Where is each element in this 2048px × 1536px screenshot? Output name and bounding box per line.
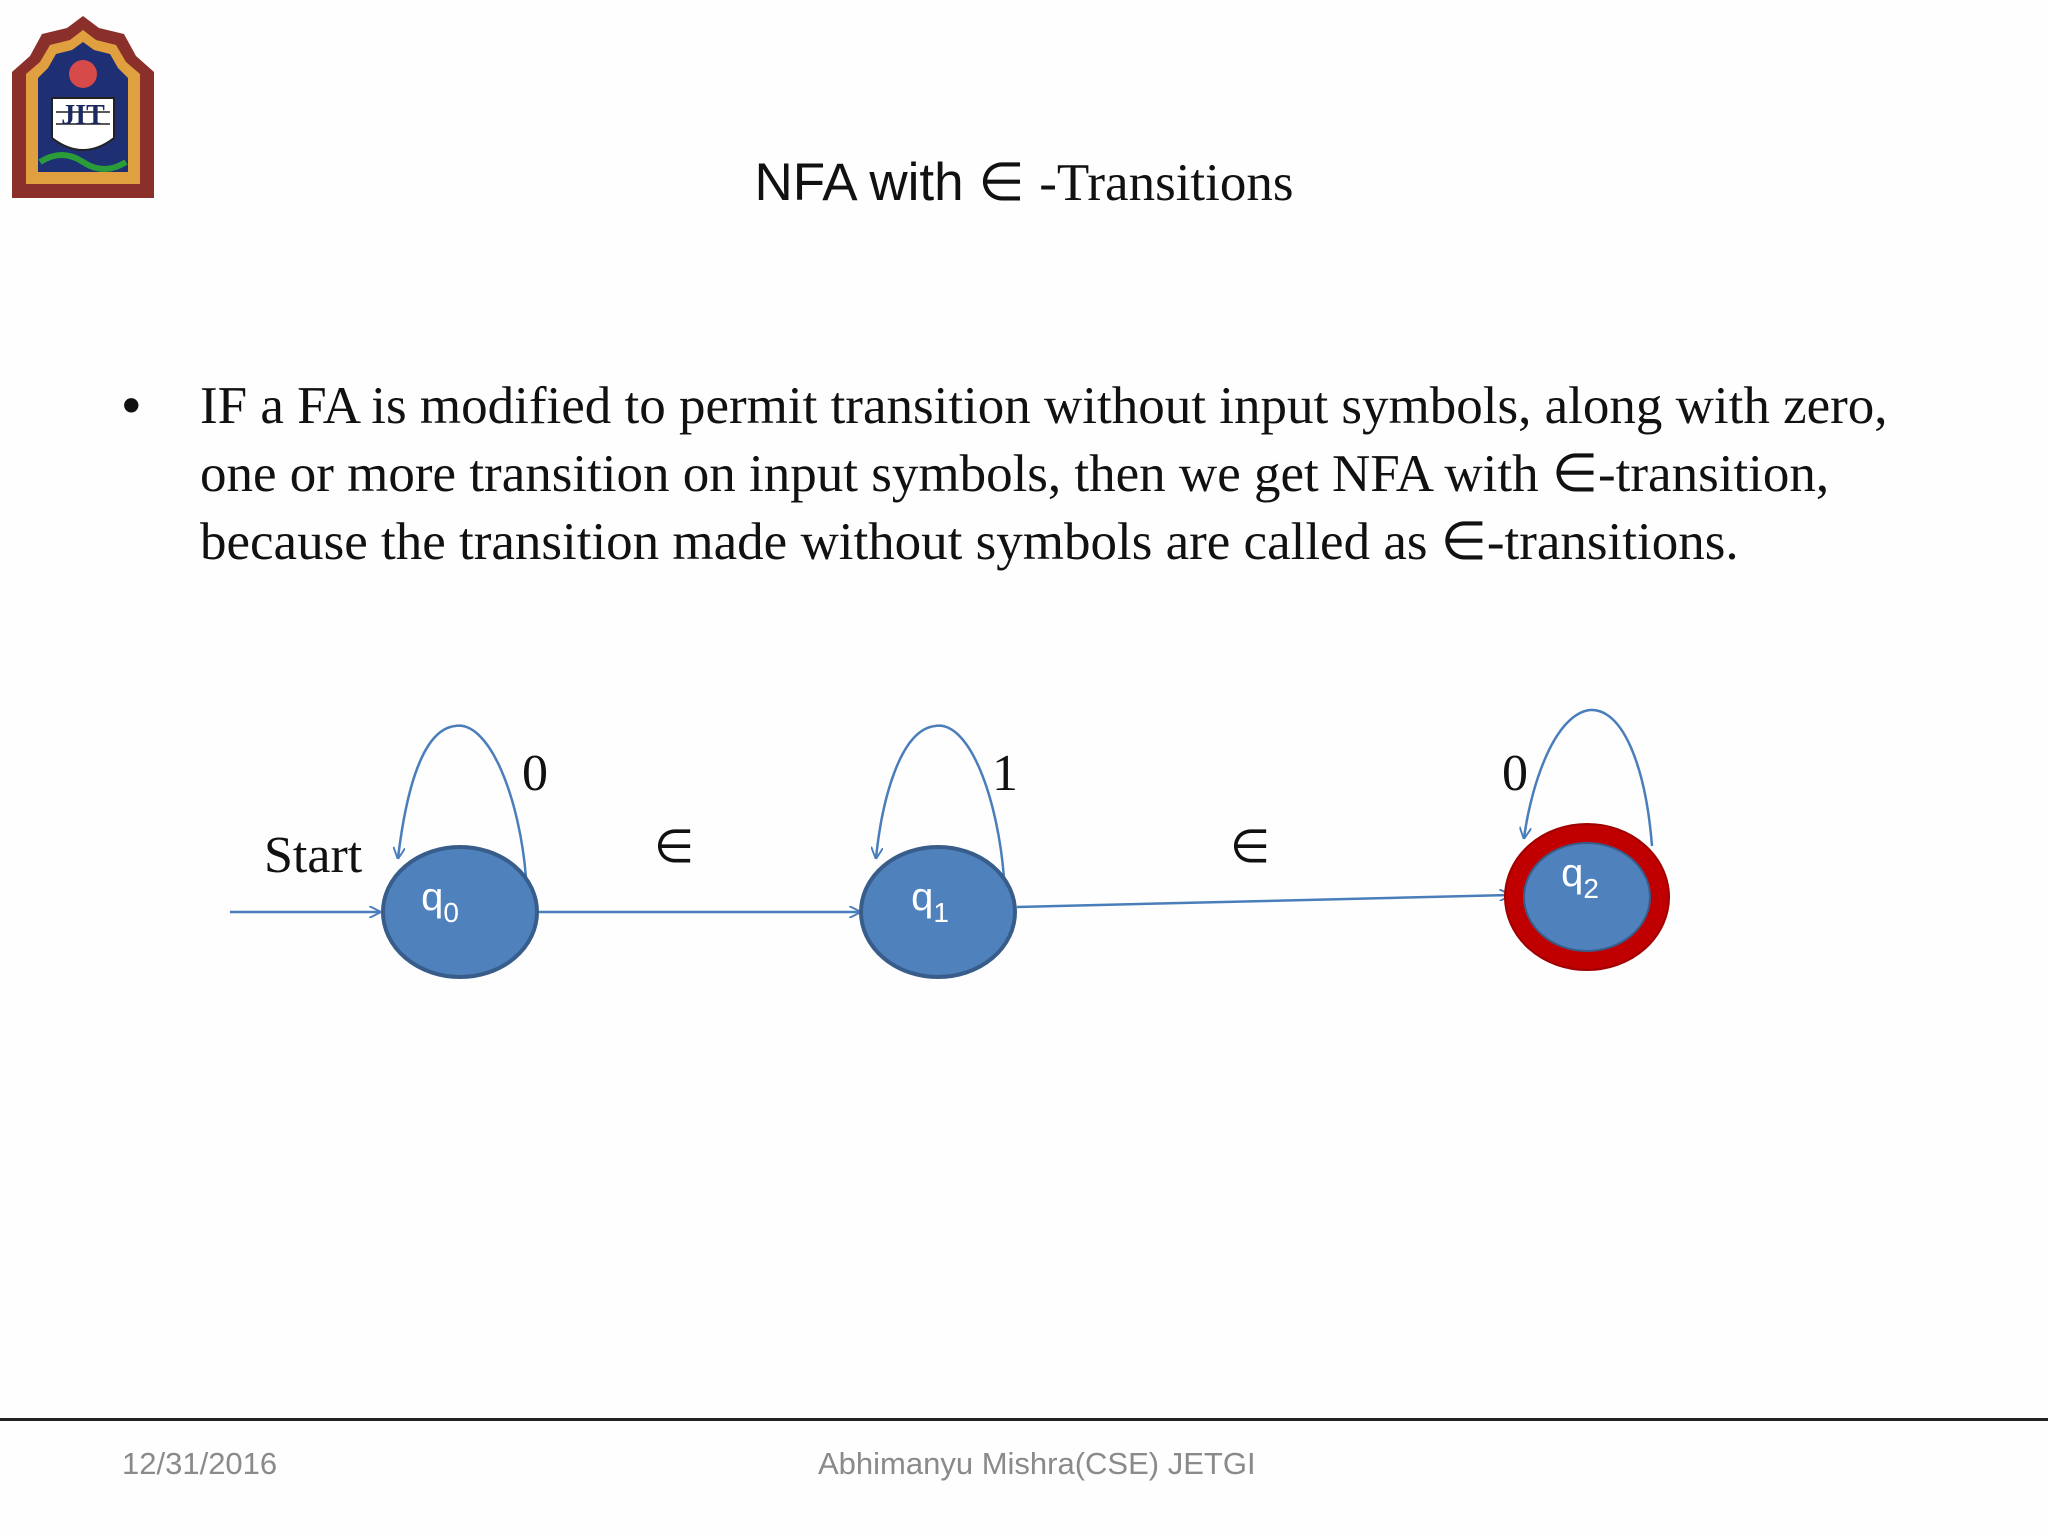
logo-text: JIT — [61, 100, 105, 131]
footer-date: 12/31/2016 — [122, 1446, 278, 1481]
self-loop-label-q1: 1 — [992, 745, 1018, 802]
state-name-q1: q — [911, 875, 934, 919]
state-subscript-q1: 1 — [933, 897, 949, 928]
footer-author: Abhimanyu Mishra(CSE) JETGI — [818, 1446, 1256, 1481]
nfa-diagram — [0, 690, 2048, 1020]
slide-title-serif: -Transitions — [1039, 154, 1294, 212]
state-name-q2: q — [1561, 851, 1584, 895]
self-loop-label-q2: 0 — [1502, 745, 1528, 802]
bullet-item — [118, 372, 1948, 576]
state-subscript-q2: 2 — [1583, 873, 1599, 904]
self-loop-label-q0: 0 — [522, 745, 548, 802]
state-subscript-q0: 0 — [443, 897, 459, 928]
bullet-list — [118, 372, 1948, 576]
state-name-q0: q — [421, 875, 444, 919]
transition-label-q1-q2: ∈ — [1229, 819, 1271, 873]
transition-label-q0-q1: ∈ — [653, 819, 695, 873]
transition-q1-q2 — [1017, 895, 1510, 907]
footer-divider — [0, 1418, 2048, 1421]
bullet-dot-icon: • — [122, 376, 141, 435]
slide-title-sans: NFA with ∈ — [754, 153, 1040, 212]
bullet-text: IF a FA is modified to permit transition without input symbols, along with zero, one or more transition on input symbols, then we get NFA with ∈-transition, because the transition made without symbols are called as ∈-transitions. — [200, 377, 1888, 571]
slide-title — [0, 152, 2048, 213]
start-label: Start — [264, 827, 363, 884]
state-q0 — [383, 847, 537, 977]
